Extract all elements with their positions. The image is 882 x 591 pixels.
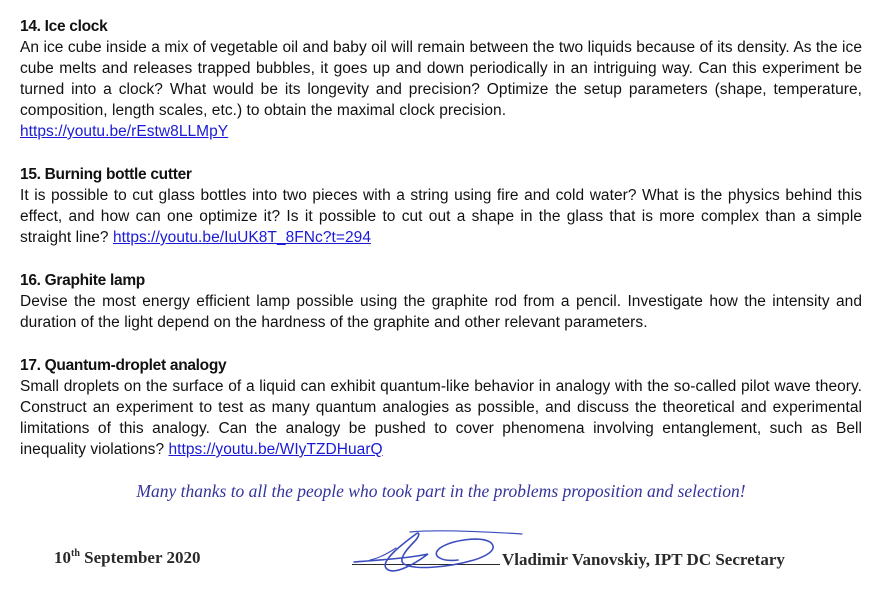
problem-body [20,291,862,333]
problem-list [20,16,862,460]
signer-name: Vladimir Vanovskiy, IPT DC Secretary [502,550,785,569]
document-date [54,548,200,568]
problem-title: 17. Quantum-droplet analogy [20,357,227,374]
date-suffix: th [71,548,80,559]
problem-title: 15. Burning bottle cutter [20,166,192,183]
problem-14 [20,16,862,142]
problem-17 [20,355,862,460]
date-rest: September 2020 [79,548,201,567]
video-link[interactable]: https://youtu.be/rEstw8LLMpY [20,123,229,140]
problem-title: 14. Ice clock [20,18,108,35]
problem-text: An ice cube inside a mix of vegetable oil and baby oil will remain between the two liquids because of its density. As the ice cube melts and releases trapped bubbles, it goes up and down periodically in an intriguing way. Can this experiment be turned into a clock? What would be its longevity and precision? Optimize the setup parameters (shape, temperature, composition, length scales, etc.) to obtain the maximal clock precision. [20,39,862,119]
date-day: 10 [54,548,71,567]
problem-body [20,185,862,248]
problem-16 [20,270,862,333]
problem-15 [20,164,862,248]
video-link[interactable]: https://youtu.be/IuUK8T_8FNc?t=294 [112,229,371,246]
video-link[interactable]: https://youtu.be/WIyTZDHuarQ [168,441,383,458]
problem-body [20,37,862,142]
problem-title: 16. Graphite lamp [20,272,145,289]
problem-text: Devise the most energy efficient lamp possible using the graphite rod from a pencil. Investigate how the intensity and duration of the light depend on the hardness of the graphite and other relevant parameters. [20,293,862,331]
handwritten-signature [350,524,530,576]
problem-body [20,376,862,460]
problem-text: Small droplets on the surface of a liquid can exhibit quantum-like behavior in analogy with the so-called pilot wave theory. Construct an experiment to test as many quantum analogies as possible, and discuss the theoretical and experimental limitations of this analogy. Can the analogy be pushed to cover phenomena involving entanglement, such as Bell inequality violations? [20,378,862,458]
thanks-note: Many thanks to all the people who took part in the problems proposition and selection! [136,481,746,501]
problem-text: It is possible to cut glass bottles into two pieces with a string using fire and cold water? What is the physics behind this effect, and how can one optimize it? Is it possible to cut out a shape in the glass that is more complex than a simple straight line? [20,187,862,246]
